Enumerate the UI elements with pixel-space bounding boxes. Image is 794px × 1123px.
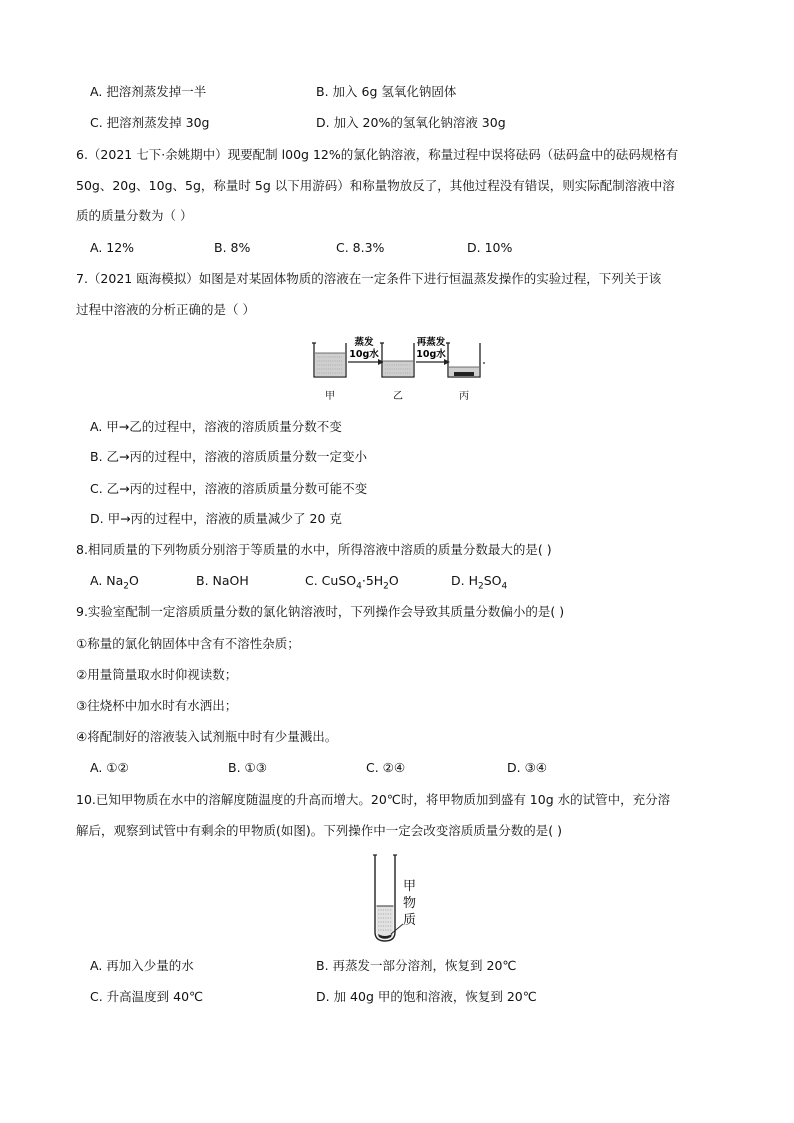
- q10-option-c: C. 升高温度到 40℃: [90, 989, 204, 1004]
- beaker-yi: [380, 343, 414, 377]
- q7-stem-line2: 过程中溶液的分析正确的是（ ）: [76, 302, 255, 317]
- q8-option-d: D. $H_2SO_4$: [451, 573, 508, 592]
- test-tube-label: 甲物质: [403, 879, 417, 928]
- q6-option-a: A. 12%: [90, 240, 135, 255]
- q6-stem-line3: 质的质量分数为（ ）: [76, 208, 193, 223]
- q5-option-c: C. 把溶剂蒸发掉 30g: [90, 115, 210, 130]
- beaker-label-yi: 乙: [393, 391, 403, 402]
- crystal-precipitate: [454, 372, 474, 376]
- q10-option-b: B. 再蒸发一部分溶剂，恢复到 20℃: [316, 958, 517, 973]
- q10-option-d: D. 加 40g 甲的饱和溶液，恢复到 20℃: [316, 989, 537, 1004]
- q9-item-1: ①称量的氯化钠固体中含有不溶性杂质；: [76, 636, 300, 651]
- q7-option-c: C. 乙→丙的过程中，溶液的溶质质量分数可能不变: [90, 481, 368, 496]
- q7-option-a: A. 甲→乙的过程中，溶液的溶质质量分数不变: [90, 419, 342, 434]
- solution-level-jia: [315, 353, 345, 376]
- q8-option-c: C. $CuSO_4\cdot 5H_2O$: [305, 573, 399, 592]
- q9-option-a: A. ①②: [90, 760, 129, 775]
- q5-option-d: D. 加入 20%的氢氧化钠溶液 30g: [316, 115, 506, 130]
- q6-option-c: C. 8.3%: [336, 240, 385, 255]
- q7-stem-line1: 7.（2021 瓯海模拟）如图是对某固体物质的溶液在一定条件下进行恒温蒸发操作的实验过程，下列关于该: [76, 271, 662, 286]
- solution-level-yi: [383, 361, 413, 376]
- q5-option-a: A. 把溶剂蒸发掉一半: [90, 84, 207, 99]
- q8-stem: 8.相同质量的下列物质分别溶于等质量的水中，所得溶液中溶质的质量分数最大的是( ): [76, 542, 552, 557]
- beaker-label-jia: 甲: [325, 391, 335, 402]
- solution-level: [377, 906, 394, 940]
- q9-stem: 9.实验室配制一定溶质质量分数的氯化钠溶液时，下列操作会导致其质量分数偏小的是( ): [76, 604, 565, 619]
- q9-item-3: ③往烧杯中加水时有水洒出；: [76, 698, 238, 713]
- q9-option-c: C. ②④: [366, 760, 406, 775]
- q9-item-2: ②用量筒量取水时仰视读数；: [76, 667, 238, 682]
- q6-stem-line1: 6.（2021 七下·余姚期中）现要配制 l00g 12%的氯化钠溶液，称量过程中误将砝码（砝码盒中的砝码规格有: [76, 147, 679, 162]
- q6-option-d: D. 10%: [467, 240, 513, 255]
- q9-item-4: ④将配制好的溶液装入试剂瓶中时有少量溅出。: [76, 729, 338, 744]
- q8-option-a: A. $Na_2O$: [90, 573, 139, 592]
- q6-option-b: B. 8%: [214, 240, 251, 255]
- q5-option-b: B. 加入 6g 氢氧化钠固体: [316, 84, 457, 99]
- q10-option-a: A. 再加入少量的水: [90, 958, 194, 973]
- beaker-bing: [446, 343, 480, 377]
- q7-option-d: D. 甲→丙的过程中，溶液的质量减少了 20 克: [90, 511, 342, 526]
- q10-stem-line1: 10.已知甲物质在水中的溶解度随温度的升高而增大。20℃时，将甲物质加到盛有 10g 水的试管中，充分溶: [76, 792, 671, 807]
- beaker-jia: [312, 343, 346, 377]
- step2-sublabel: 10g水: [416, 349, 446, 360]
- q8-option-b: B. NaOH: [196, 573, 249, 588]
- step1-label: 蒸发: [354, 337, 374, 348]
- step1-sublabel: 10g水: [349, 349, 379, 360]
- q9-option-b: B. ①③: [228, 760, 267, 775]
- q7-option-b: B. 乙→丙的过程中，溶液的溶质质量分数一定变小: [90, 449, 367, 464]
- evaporation-figure: [308, 333, 488, 405]
- q10-stem-line2: 解后，观察到试管中有剩余的甲物质(如图)。下列操作中一定会改变溶质质量分数的是( ): [76, 823, 562, 838]
- q9-option-d: D. ③④: [507, 760, 547, 775]
- beaker-label-bing: 丙: [459, 391, 469, 402]
- step2-label: 再蒸发: [416, 337, 446, 348]
- q6-stem-line2: 50g、20g、10g、5g，称量时 5g 以下用游码）和称量物放反了，其他过程没有错误，则实际配制溶液中溶: [76, 178, 675, 193]
